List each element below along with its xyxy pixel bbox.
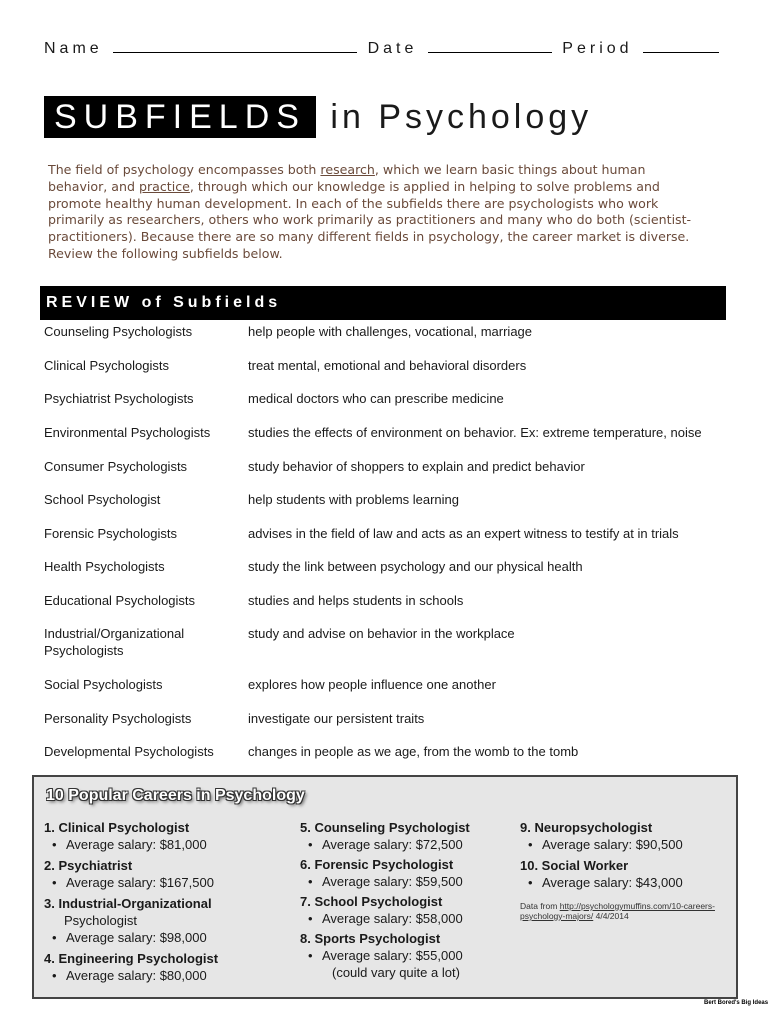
careers-column-1: [44, 819, 294, 988]
name-blank: [113, 38, 357, 53]
publisher-logo: Bert Bored's Big Ideas: [704, 1000, 768, 1006]
subfield-term: Counseling Psychologists: [44, 324, 193, 339]
intro-paragraph: [48, 162, 708, 263]
subfield-def: investigate our persistent traits: [248, 711, 425, 726]
subfield-term: School Psychologist: [44, 492, 161, 507]
header-fields: [44, 38, 724, 58]
bullet-icon: •: [308, 948, 313, 963]
subfield-def: changes in people as we age, from the womb to the tomb: [248, 744, 579, 759]
bullet-icon: •: [528, 837, 533, 852]
career-salary: [520, 836, 730, 853]
careers-box: [32, 775, 738, 999]
intro-text-2: , which we learn basic things about human behavior, and: [48, 162, 646, 194]
career-name: 9. Neuropsychologist: [520, 820, 653, 835]
subfield-def: advises in the field of law and acts as an expert witness to testify at in trials: [248, 526, 679, 541]
salary-text: Average salary: $80,000: [66, 968, 207, 983]
salary-text: Average salary: $167,500: [66, 875, 214, 890]
career-item: [300, 819, 515, 853]
career-item: [44, 857, 294, 891]
title-rest: in Psychology: [330, 98, 593, 136]
source-note: [520, 901, 720, 921]
bullet-icon: •: [308, 911, 313, 926]
subfield-def: study behavior of shoppers to explain and predict behavior: [248, 459, 585, 474]
career-salary: [44, 874, 294, 891]
career-item: [300, 930, 515, 981]
subfield-def: study and advise on behavior in the workplace: [248, 626, 515, 641]
period-blank: [643, 38, 719, 53]
career-item: [44, 895, 294, 946]
date-blank: [428, 38, 552, 53]
career-name: 2. Psychiatrist: [44, 858, 133, 873]
subfield-term: Clinical Psychologists: [44, 358, 169, 373]
career-item: [44, 950, 294, 984]
careers-column-2: [300, 819, 515, 985]
career-salary: [300, 910, 515, 927]
career-name: 8. Sports Psychologist: [300, 931, 441, 946]
subfield-term: Health Psychologists: [44, 559, 165, 574]
intro-text-3: , through which our knowledge is applied in helping to solve problems and promote healthy human development. In each of the subfields there are psychologists who work primarily as researchers, others who work primarily as practitioners and many who do both (scientist-practitioners). Because there are so many different fields in psychology, the career market is diverse. Review the following subfields below.: [48, 178, 692, 261]
subfield-term: Environmental Psychologists: [44, 425, 211, 440]
career-item: [44, 819, 294, 853]
subfield-def: medical doctors who can prescribe medicine: [248, 391, 504, 406]
salary-text: Average salary: $58,000: [322, 911, 463, 926]
bullet-icon: •: [52, 968, 57, 983]
bullet-icon: •: [528, 875, 533, 890]
careers-column-3: [520, 819, 730, 921]
career-salary: [300, 836, 515, 853]
career-salary: [44, 836, 294, 853]
review-heading: REVIEW of Subfields: [40, 286, 726, 320]
career-item: [300, 856, 515, 890]
subfield-def: explores how people influence one another: [248, 677, 496, 692]
period-label: Period: [562, 40, 633, 57]
subfield-def: help people with challenges, vocational, marriage: [248, 324, 533, 339]
career-salary: [44, 967, 294, 984]
career-name-cont: Psychologist: [64, 913, 137, 928]
career-name: 5. Counseling Psychologist: [300, 820, 470, 835]
subfield-term: Personality Psychologists: [44, 711, 192, 726]
career-name: 10. Social Worker: [520, 858, 629, 873]
salary-text: Average salary: $98,000: [66, 930, 207, 945]
bullet-icon: •: [308, 837, 313, 852]
career-item: [520, 857, 730, 891]
subfield-term: Forensic Psychologists: [44, 526, 177, 541]
name-label: Name: [44, 40, 103, 57]
salary-text: Average salary: $81,000: [66, 837, 207, 852]
subfield-term: Developmental Psychologists: [44, 744, 214, 759]
subfield-def: study the link between psychology and our physical health: [248, 559, 583, 574]
salary-text: Average salary: $59,500: [322, 874, 463, 889]
bullet-icon: •: [52, 837, 57, 852]
subfield-term: Industrial/Organizational Psychologists: [44, 626, 185, 658]
salary-text: Average salary: $43,000: [542, 875, 683, 890]
career-name: 1. Clinical Psychologist: [44, 820, 190, 835]
intro-text-1: The field of psychology encompasses both: [48, 162, 321, 177]
career-name: 4. Engineering Psychologist: [44, 951, 219, 966]
subfield-term: Psychiatrist Psychologists: [44, 391, 194, 406]
intro-research: research: [320, 162, 375, 177]
page-title: [44, 96, 592, 138]
subfield-def: treat mental, emotional and behavioral disorders: [248, 358, 527, 373]
title-boxed: SUBFIELDS: [44, 96, 316, 138]
career-salary-note: (could vary quite a lot): [332, 965, 460, 980]
subfield-term: Social Psychologists: [44, 677, 163, 692]
bullet-icon: •: [52, 875, 57, 890]
salary-text: Average salary: $72,500: [322, 837, 463, 852]
subfield-def: studies the effects of environment on behavior. Ex: extreme temperature, noise: [248, 425, 702, 440]
bullet-icon: •: [308, 874, 313, 889]
career-salary: [44, 929, 294, 946]
career-salary: [300, 947, 515, 964]
intro-practice: practice: [138, 178, 190, 194]
career-name: 3. Industrial-Organizational: [44, 896, 212, 911]
career-salary: [520, 874, 730, 891]
subfield-def: help students with problems learning: [248, 492, 460, 507]
career-item: [300, 893, 515, 927]
subfield-def: studies and helps students in schools: [248, 593, 464, 608]
career-name: 7. School Psychologist: [300, 894, 443, 909]
bullet-icon: •: [52, 930, 57, 945]
subfield-term: Educational Psychologists: [44, 593, 196, 608]
date-label: Date: [367, 40, 418, 57]
salary-text: Average salary: $90,500: [542, 837, 683, 852]
note-prefix: Data from: [520, 901, 560, 911]
career-salary: [300, 873, 515, 890]
salary-text: Average salary: $55,000: [322, 948, 463, 963]
careers-title: 10 Popular Careers in Psychology: [46, 787, 305, 804]
career-item: [520, 819, 730, 853]
source-link[interactable]: http://psychologymuffins.com/10-careers-psychology-majors/: [520, 901, 715, 921]
subfield-term: Consumer Psychologists: [44, 459, 188, 474]
career-name: 6. Forensic Psychologist: [300, 857, 454, 872]
note-date: 4/4/2014: [595, 911, 629, 921]
